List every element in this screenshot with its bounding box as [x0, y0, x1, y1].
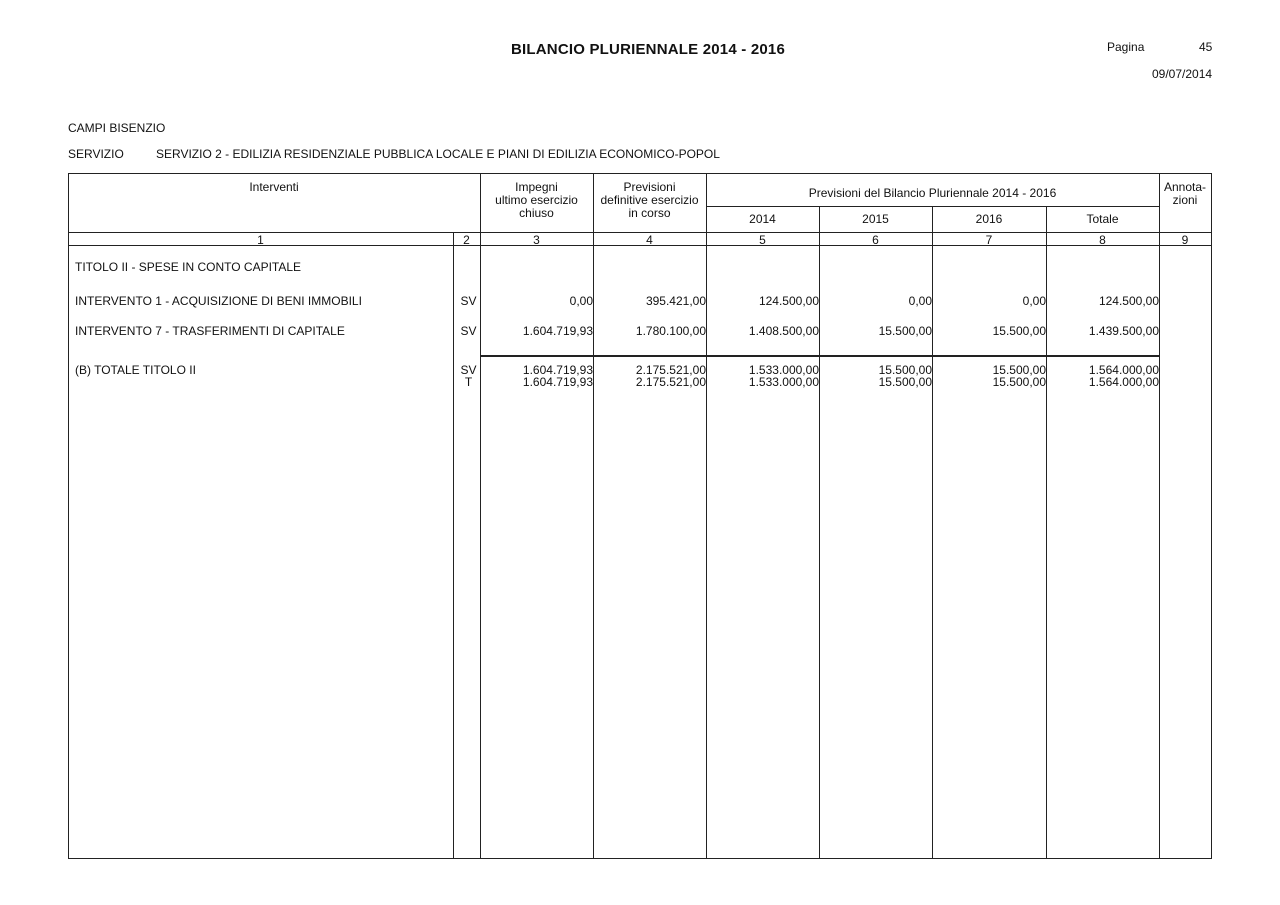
cell-impegni: 0,00	[569, 294, 593, 308]
cell-impegni: 1.604.719,93	[522, 324, 593, 338]
colnum-6: 6	[872, 233, 879, 247]
col-sep-6	[932, 206, 933, 859]
col-header-interventi: Interventi	[249, 180, 299, 194]
col-header-impegni-line3: chiuso	[519, 206, 554, 220]
total-t-2015: 15.500,00	[878, 375, 932, 389]
total-t-2014: 1.533.000,00	[748, 375, 819, 389]
titolo-label: TITOLO II - SPESE IN CONTO CAPITALE	[75, 260, 302, 274]
col-header-totale: Totale	[1086, 212, 1119, 226]
col-header-impegni-line1: Impegni	[515, 180, 558, 194]
colnum-2: 2	[463, 233, 470, 247]
col-header-2015: 2015	[862, 212, 889, 226]
col-sep-8	[1159, 173, 1160, 859]
total-sv-2015: 15.500,00	[878, 363, 932, 377]
col-sep-2	[480, 173, 481, 859]
col-sep-1	[453, 232, 454, 859]
group-divider	[707, 206, 1160, 207]
table-border-top	[68, 173, 1212, 174]
colnum-4: 4	[646, 233, 653, 247]
colnum-1: 1	[257, 233, 264, 247]
table-border-bottom	[68, 858, 1212, 859]
servizio-label: SERVIZIO	[68, 147, 124, 161]
row-type: SV	[460, 294, 477, 308]
row-type: SV	[460, 324, 477, 338]
servizio-name: SERVIZIO 2 - EDILIZIA RESIDENZIALE PUBBLICA LOCALE E PIANI DI EDILIZIA ECONOMICO-POPOL	[156, 147, 720, 161]
col-header-prev-line2: definitive esercizio	[600, 193, 699, 207]
table-border-left	[68, 173, 69, 859]
col-header-annot-line1: Annota-	[1163, 180, 1207, 194]
total-t-impegni: 1.604.719,93	[522, 375, 593, 389]
total-sv-totale: 1.564.000,00	[1088, 363, 1159, 377]
total-sv-impegni: 1.604.719,93	[522, 363, 593, 377]
row-label: INTERVENTO 7 - TRASFERIMENTI DI CAPITALE	[75, 324, 345, 338]
total-separator	[481, 355, 1160, 357]
col-header-prev-line1: Previsioni	[623, 180, 676, 194]
total-sv-type: SV	[460, 363, 477, 377]
col-sep-7	[1046, 206, 1047, 859]
cell-2015: 0,00	[908, 294, 932, 308]
colnum-8: 8	[1099, 233, 1106, 247]
total-t-type: T	[464, 375, 473, 389]
total-sv-previsioni: 2.175.521,00	[635, 363, 706, 377]
page-label: Pagina	[1107, 40, 1145, 54]
col-sep-4	[706, 173, 707, 859]
cell-2016: 15.500,00	[992, 324, 1046, 338]
cell-2014: 124.500,00	[758, 294, 819, 308]
col-sep-5	[819, 206, 820, 859]
col-header-impegni-line2: ultimo esercizio	[495, 193, 578, 207]
cell-2014: 1.408.500,00	[748, 324, 819, 338]
col-header-annot-line2: zioni	[1172, 193, 1198, 207]
header-divider	[68, 232, 1212, 233]
col-header-prev-line3: in corso	[628, 206, 671, 220]
col-header-annotazioni	[1159, 181, 1211, 207]
cell-2015: 15.500,00	[878, 324, 932, 338]
print-date: 09/07/2014	[1152, 67, 1213, 81]
total-sv-2016: 15.500,00	[992, 363, 1046, 377]
total-sv-2014: 1.533.000,00	[748, 363, 819, 377]
total-label: (B) TOTALE TITOLO II	[75, 363, 196, 377]
ente-name: CAMPI BISENZIO	[68, 121, 166, 135]
page-title: BILANCIO PLURIENNALE 2014 - 2016	[511, 41, 785, 58]
cell-totale: 1.439.500,00	[1088, 324, 1159, 338]
cell-totale: 124.500,00	[1098, 294, 1159, 308]
col-header-pluriennale: Previsioni del Bilancio Pluriennale 2014 - 2016	[808, 186, 1057, 200]
colnum-5: 5	[759, 233, 766, 247]
col-header-2016: 2016	[975, 212, 1003, 226]
page-number: 45	[1199, 40, 1213, 54]
cell-previsioni: 395.421,00	[645, 294, 706, 308]
total-t-previsioni: 2.175.521,00	[635, 375, 706, 389]
table-border-right	[1211, 173, 1212, 859]
cell-2016: 0,00	[1022, 294, 1046, 308]
col-header-previsioni-definitive	[593, 181, 706, 220]
row-label: INTERVENTO 1 - ACQUISIZIONE DI BENI IMMOBILI	[75, 294, 362, 308]
colnum-7: 7	[985, 233, 993, 247]
cell-previsioni: 1.780.100,00	[635, 324, 706, 338]
colnum-9: 9	[1181, 233, 1189, 247]
col-sep-3	[593, 173, 594, 859]
total-t-2016: 15.500,00	[992, 375, 1046, 389]
col-header-2014: 2014	[749, 212, 776, 226]
total-t-totale: 1.564.000,00	[1088, 375, 1159, 389]
col-header-impegni	[480, 181, 593, 220]
colnum-3: 3	[533, 233, 540, 247]
